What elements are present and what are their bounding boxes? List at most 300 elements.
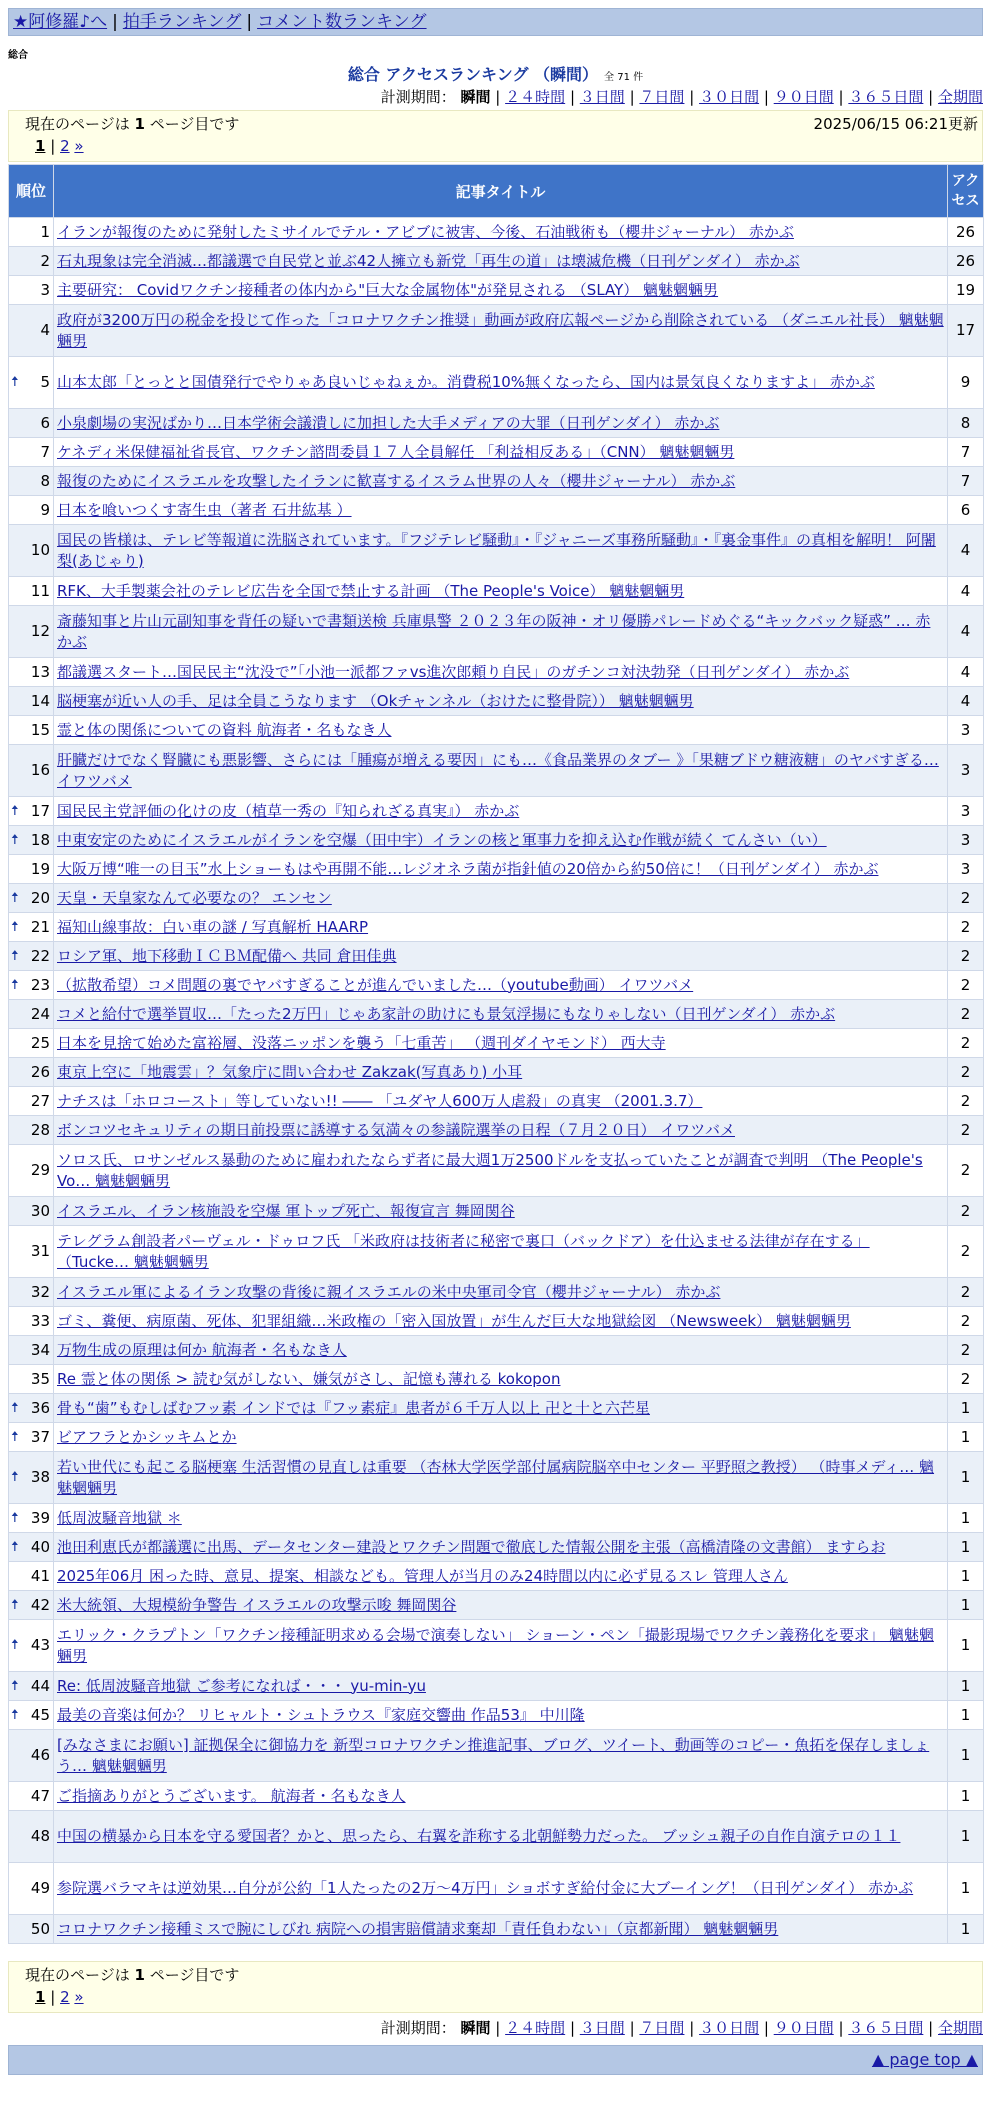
table-row (9, 357, 984, 409)
period-all-link[interactable]: 全期間 (937, 88, 983, 106)
period-90d-link[interactable]: ９０日間 (773, 88, 834, 106)
rank-number: 42 (30, 1595, 50, 1614)
table-row (9, 687, 984, 716)
access-count: 1 (948, 1811, 984, 1863)
period-365d-link[interactable]: ３６５日間 (848, 88, 924, 106)
rank-number: 35 (30, 1369, 50, 1388)
rank-number: 7 (40, 442, 50, 461)
access-count: 3 (948, 826, 984, 855)
rank-cell (9, 1620, 54, 1672)
period-separator: | (495, 88, 501, 106)
rank-cell (9, 409, 54, 438)
page-1-current: 1 (35, 137, 46, 155)
title-cell (54, 357, 948, 409)
article-title-link[interactable]: 2025年06月 困った時、意見、提案、相談なども。管理人が当月のみ24時間以内に必ず見るスレ 管理人さん (57, 1566, 788, 1585)
title-cell (54, 1533, 948, 1562)
ranking-table (8, 164, 984, 1944)
access-count: 1 (948, 1782, 984, 1811)
rank-cell (9, 884, 54, 913)
article-title-link[interactable]: イスラエル軍によるイラン攻撃の背後に親イスラエルの米中央軍司令官（櫻井ジャーナル） 赤かぶ (57, 1282, 721, 1301)
rank-number: 5 (40, 373, 50, 391)
total-count: 全 71 件 (604, 72, 644, 83)
article-title-link[interactable]: ビアフラとかシッキムとか (57, 1427, 237, 1446)
rank-number: 20 (30, 888, 50, 907)
rank-number: 4 (40, 321, 50, 339)
title-cell (54, 305, 948, 357)
access-count: 1 (948, 1620, 984, 1672)
table-row (9, 1701, 984, 1730)
rank-number: 36 (30, 1398, 50, 1417)
table-row (9, 525, 984, 577)
period-7d-link[interactable]: ７日間 (639, 88, 685, 106)
next-page-link[interactable]: » (74, 137, 84, 155)
article-title-link[interactable]: ゴミ、糞便、病原菌、死体、犯罪組織…米政権の「密入国放置」が生んだ巨大な地獄絵図 （Newsweek） 魑魅魍魎男 (57, 1311, 851, 1330)
access-count: 1 (948, 1701, 984, 1730)
title-cell (54, 1562, 948, 1591)
rank-number: 46 (30, 1746, 50, 1764)
rank-number: 26 (30, 1062, 50, 1081)
rank-cell (9, 1145, 54, 1197)
title-cell (54, 1504, 948, 1533)
access-count: 1 (948, 1672, 984, 1701)
period-7d-link[interactable]: ７日間 (639, 2019, 685, 2037)
rank-up-arrow-icon: 🠅 (11, 976, 19, 993)
table-row (9, 884, 984, 913)
rank-cell (9, 247, 54, 276)
article-title-link[interactable]: ご指摘ありがとうございます。 航海者・名もなき人 (57, 1786, 406, 1805)
article-title-link[interactable]: ロシア軍、地下移動ＩＣＢＭ配備へ 共同 倉田佳典 (57, 946, 397, 965)
rank-number: 22 (30, 946, 50, 965)
access-count: 2 (948, 913, 984, 942)
table-row (9, 1029, 984, 1058)
period-separator: | (763, 2019, 769, 2037)
article-title-link[interactable]: 大阪万博“唯一の目玉”水上ショーもはや再開不能…レジオネラ菌が指針値の20倍から約50倍に！（日刊ゲンダイ） 赤かぶ (57, 859, 879, 878)
article-title-link[interactable]: 主要研究： Covidワクチン接種者の体内から"巨大な金属物体"が発見される （SLAY） 魑魅魍魎男 (57, 280, 719, 299)
comment-ranking-link[interactable]: コメント数ランキング (257, 12, 427, 32)
article-title-link[interactable]: 斎藤知事と片山元副知事を背任の疑いで書類送検 兵庫県警 ２０２３年の阪神・オリ優勝パレードめぐる“キックバック疑惑” … 赤かぶ (57, 611, 931, 651)
access-count: 26 (948, 218, 984, 247)
title-cell (54, 687, 948, 716)
title-cell (54, 1863, 948, 1915)
rank-number: 17 (30, 801, 50, 820)
access-count: 2 (948, 1000, 984, 1029)
article-title-link[interactable]: ボンコツセキュリティの期日前投票に誘導する気満々の参議院選挙の日程（７月２０日） イワツバメ (57, 1120, 735, 1139)
rank-cell (9, 716, 54, 745)
rank-number: 14 (30, 691, 50, 710)
rank-cell (9, 1672, 54, 1701)
title-cell (54, 438, 948, 467)
access-count: 4 (948, 525, 984, 577)
title-cell (54, 1620, 948, 1672)
rank-cell (9, 1533, 54, 1562)
table-row (9, 218, 984, 247)
article-title-link[interactable]: 低周波騒音地獄 ＊ (57, 1508, 182, 1527)
top-nav-bar (8, 8, 983, 36)
table-row (9, 1116, 984, 1145)
title-cell (54, 1452, 948, 1504)
access-count: 1 (948, 1394, 984, 1423)
rank-cell (9, 1087, 54, 1116)
access-count: 6 (948, 496, 984, 525)
period-separator: | (838, 88, 844, 106)
rank-cell (9, 1197, 54, 1226)
rank-number: 21 (30, 917, 50, 936)
period-separator: | (689, 88, 695, 106)
article-title-link[interactable]: 報復のためにイスラエルを攻撃したイランに歓喜するイスラム世界の人々（櫻井ジャーナル） 赤かぶ (57, 471, 736, 490)
title-cell (54, 276, 948, 305)
table-row (9, 1145, 984, 1197)
title-cell (54, 1423, 948, 1452)
period-all-link[interactable]: 全期間 (937, 2019, 983, 2037)
rank-up-arrow-icon: 🠅 (11, 947, 19, 964)
access-count: 2 (948, 1336, 984, 1365)
table-row (9, 467, 984, 496)
access-count: 2 (948, 1087, 984, 1116)
rank-cell (9, 1307, 54, 1336)
title-cell (54, 1029, 948, 1058)
access-count: 1 (948, 1591, 984, 1620)
rank-cell (9, 826, 54, 855)
rank-cell (9, 1058, 54, 1087)
page-info-top (8, 110, 983, 162)
rank-number: 12 (30, 622, 50, 640)
title-cell (54, 1701, 948, 1730)
rank-cell (9, 218, 54, 247)
title-cell (54, 1394, 948, 1423)
article-title-link[interactable]: 池田利恵氏が都議選に出馬、データセンター建設とワクチン問題で徹底した情報公開を主張（高橋清隆の文書館） ますらお (57, 1537, 886, 1556)
period-separator: | (928, 2019, 934, 2037)
access-count: 1 (948, 1562, 984, 1591)
rank-cell (9, 525, 54, 577)
article-title-link[interactable]: [みなさまにお願い] 証拠保全に御協力を 新型コロナワクチン推進記事、ブログ、ツイート、動画等のコピー・魚拓を保存しましょう… 魑魅魍魎男 (57, 1735, 930, 1775)
article-title-link[interactable]: 国民の皆様は、テレビ等報道に洗脳されています。『フジテレビ騒動』・『ジャニーズ事務所騒動』・『裏金事件』の真相を解明！ 阿闍梨(あじゃり) (57, 530, 936, 570)
table-row (9, 1226, 984, 1278)
period-90d-link[interactable]: ９０日間 (773, 2019, 834, 2037)
article-title-link[interactable]: 石丸現象は完全消滅…都議選で自民党と並ぶ42人擁立も新党「再生の道」は壊滅危機（日刊ゲンダイ） 赤かぶ (57, 251, 800, 270)
rank-cell (9, 1863, 54, 1915)
rank-cell (9, 1365, 54, 1394)
page-info-bottom (8, 1961, 983, 2013)
access-count: 1 (948, 1730, 984, 1782)
rank-number: 38 (30, 1468, 50, 1486)
page-info-current: 1 (134, 115, 145, 133)
article-title-link[interactable]: テレグラム創設者パーヴェル・ドゥロフ氏 「米政府は技術者に秘密で裏口（バックドア）を仕込ませる法律が存在する」 （Tucke… 魑魅魍魎男 (57, 1231, 870, 1271)
article-title-link[interactable]: 霊と体の関係についての資料 航海者・名もなき人 (57, 720, 392, 739)
article-title-link[interactable]: 山本太郎「とっとと国債発行でやりゃあ良いじゃねぇか。消費税10%無くなったら、国内は景気良くなりますよ」 赤かぶ (57, 373, 875, 391)
table-row (9, 971, 984, 1000)
rank-cell (9, 1701, 54, 1730)
rank-cell (9, 1278, 54, 1307)
rank-number: 39 (30, 1508, 50, 1527)
rank-number: 23 (30, 975, 50, 994)
period-separator: | (689, 2019, 695, 2037)
article-title-link[interactable]: 日本を見捨て始めた富裕層、没落ニッポンを襲う「七重苦」 （週刊ダイヤモンド） 西大寺 (57, 1033, 666, 1052)
rank-up-arrow-icon: 🠅 (11, 1399, 19, 1416)
page-2-link[interactable]: 2 (60, 137, 70, 155)
title-cell (54, 1730, 948, 1782)
rank-cell (9, 913, 54, 942)
table-row (9, 1000, 984, 1029)
article-title-link[interactable]: 都議選スタート…国民民主“沈没で”「小池一派都ファvs進次郎頼り自民」のガチンコ対決勃発（日刊ゲンダイ） 赤かぶ (57, 662, 850, 681)
article-title-link[interactable]: 福知山線事故：白い車の謎 / 写真解析 HAARP (57, 917, 369, 936)
rank-cell (9, 606, 54, 658)
article-title-link[interactable]: 最美の音楽は何か？ リヒャルト・シュトラウス『家庭交響曲 作品53』 中川隆 (57, 1705, 585, 1724)
header-rank: 順位 (9, 165, 54, 218)
period-separator: | (569, 88, 575, 106)
rank-number: 28 (30, 1120, 50, 1139)
rank-cell (9, 745, 54, 797)
table-row (9, 1863, 984, 1915)
rank-number: 24 (30, 1004, 50, 1023)
rank-number: 27 (30, 1091, 50, 1110)
table-row (9, 1197, 984, 1226)
rank-number: 6 (40, 413, 50, 432)
title-cell (54, 658, 948, 687)
period-selector-top (283, 86, 983, 107)
rank-cell (9, 1336, 54, 1365)
title-cell (54, 1915, 948, 1944)
header-access: アクセス (948, 165, 984, 218)
access-count: 9 (948, 357, 984, 409)
pagination-bottom (25, 1986, 966, 2008)
rank-number: 33 (30, 1311, 50, 1330)
table-row (9, 1087, 984, 1116)
access-count: 3 (948, 797, 984, 826)
period-separator: | (569, 2019, 575, 2037)
period-separator: | (495, 2019, 501, 2037)
article-title-link[interactable]: 中国の横暴から日本を守る愛国者？かと、思ったら、右翼を詐称する北朝鮮勢力だった。 ブッシュ親子の自作自演テロの１１ (57, 1827, 901, 1845)
rank-cell (9, 797, 54, 826)
table-row (9, 1394, 984, 1423)
table-row (9, 1365, 984, 1394)
rank-number: 41 (30, 1566, 50, 1585)
rank-cell (9, 1562, 54, 1591)
rank-cell (9, 438, 54, 467)
rank-cell (9, 1504, 54, 1533)
access-count: 19 (948, 276, 984, 305)
table-row (9, 1811, 984, 1863)
rank-cell (9, 357, 54, 409)
rank-cell (9, 1226, 54, 1278)
table-row (9, 1307, 984, 1336)
rank-cell (9, 971, 54, 1000)
table-row (9, 1730, 984, 1782)
article-title-link[interactable]: イスラエル、イラン核施設を空爆 軍トップ死亡、報復宣言 舞岡関谷 (57, 1201, 515, 1220)
article-title-link[interactable]: 東京上空に「地震雲」？気象庁に問い合わせ Zakzak(写真あり) 小耳 (57, 1062, 523, 1081)
rank-number: 19 (30, 859, 50, 878)
title-cell (54, 467, 948, 496)
table-row (9, 1452, 984, 1504)
title-cell (54, 1087, 948, 1116)
rank-cell (9, 1811, 54, 1863)
footer-bar (8, 2045, 983, 2075)
article-title-link[interactable]: Re 霊と体の関係 > 読む気がしない、嫌気がさし、記憶も薄れる kokopon (57, 1369, 561, 1388)
period-365d-link[interactable]: ３６５日間 (848, 2019, 924, 2037)
page-separator: | (50, 1988, 56, 2006)
access-count: 1 (948, 1423, 984, 1452)
access-count: 2 (948, 1116, 984, 1145)
article-title-link[interactable]: 日本を喰いつくす寄生虫（著者 石井紘基 ） (57, 500, 352, 519)
access-count: 2 (948, 942, 984, 971)
rank-up-arrow-icon: 🠅 (11, 802, 19, 819)
title-cell (54, 496, 948, 525)
article-title-link[interactable]: 若い世代にも起こる脳梗塞 生活習慣の見直しは重要 （杏林大学医学部付属病院脳卒中センター 平野照之教授） （時事メディ… 魑魅魍魎男 (57, 1457, 935, 1497)
title-cell (54, 826, 948, 855)
title-cell (54, 971, 948, 1000)
rank-number: 1 (40, 222, 50, 241)
table-row (9, 745, 984, 797)
updated-timestamp: 2025/06/15 06:21更新 (813, 115, 978, 133)
title-cell (54, 884, 948, 913)
rank-cell (9, 276, 54, 305)
article-title-link[interactable]: イランが報復のために発射したミサイルでテル・アビブに被害、今後、石油戦術も（櫻井ジャーナル） 赤かぶ (57, 222, 794, 241)
access-count: 1 (948, 1863, 984, 1915)
table-row (9, 913, 984, 942)
table-row (9, 1278, 984, 1307)
article-title-link[interactable]: コメと給付で選挙買収…「たった2万円」じゃあ家計の助けにも景気浮揚にもなりゃしない（日刊ゲンダイ） 赤かぶ (57, 1004, 836, 1023)
period-30d-link[interactable]: ３０日間 (699, 2019, 760, 2037)
page-info-suffix: ページ目です (149, 1966, 240, 1984)
rank-number: 37 (30, 1427, 50, 1446)
rank-cell (9, 1116, 54, 1145)
access-count: 2 (948, 1307, 984, 1336)
title-cell (54, 942, 948, 971)
rank-cell (9, 467, 54, 496)
rank-number: 13 (30, 662, 50, 681)
title-cell (54, 1226, 948, 1278)
article-title-link[interactable]: 脳梗塞が近い人の手、足は全員こうなります （Okチャンネル（おけたに整骨院）） 魑魅魍魎男 (57, 691, 694, 710)
period-separator: | (763, 88, 769, 106)
page-top-link[interactable]: ▲ page top ▲ (871, 2050, 978, 2069)
article-title-link[interactable]: 中東安定のためにイスラエルがイランを空爆（田中宇）イランの核と軍事力を抑え込む作戦が続く てんさい（い） (57, 830, 827, 849)
title-cell (54, 716, 948, 745)
rank-cell (9, 1394, 54, 1423)
article-title-link[interactable]: ナチスは「ホロコースト」等していない!! ―― 「ユダヤ人600万人虐殺」の真実 （2001.3.7） (57, 1091, 703, 1110)
table-row (9, 409, 984, 438)
table-row (9, 1672, 984, 1701)
page-2-link[interactable]: 2 (60, 1988, 70, 2006)
article-title-link[interactable]: ケネディ米保健福祉省長官、ワクチン諮問委員１７人全員解任 「利益相反ある」（CNN） 魑魅魍魎男 (57, 442, 735, 461)
access-count: 26 (948, 247, 984, 276)
title-cell (54, 1365, 948, 1394)
rank-number: 48 (30, 1827, 50, 1845)
period-current: 瞬間 (460, 2019, 491, 2037)
clap-ranking-link[interactable]: 拍手ランキング (122, 12, 242, 32)
article-title-link[interactable]: （拡散希望）コメ問題の裏でヤバすぎることが進んでいました…（youtube動画） イワツバメ (57, 975, 694, 994)
article-title-link[interactable]: 肝臓だけでなく腎臓にも悪影響、さらには「腫瘍が増える要因」にも…《食品業界のタブー 》「果糖ブドウ糖液糖」のヤバすぎる… イワツバメ (57, 750, 939, 790)
table-row (9, 305, 984, 357)
table-row (9, 797, 984, 826)
table-header-row (9, 165, 984, 218)
article-title-link[interactable]: 米大統領、大規模紛争警告 イスラエルの攻撃示唆 舞岡関谷 (57, 1595, 457, 1614)
rank-cell (9, 1730, 54, 1782)
access-count: 2 (948, 1058, 984, 1087)
next-page-link[interactable]: » (74, 1988, 84, 2006)
article-title-link[interactable]: 国民民主党評価の化けの皮（植草一秀の『知られざる真実』） 赤かぶ (57, 801, 520, 820)
title-cell (54, 1197, 948, 1226)
rank-cell (9, 1591, 54, 1620)
rank-cell (9, 1423, 54, 1452)
table-row (9, 942, 984, 971)
access-count: 2 (948, 1145, 984, 1197)
table-row (9, 1058, 984, 1087)
article-title-link[interactable]: エリック・クラプトン「ワクチン接種証明求める会場で演奏しない」 ショーン・ペン「撮影現場でワクチン義務化を要求」 魑魅魍魎男 (57, 1625, 934, 1665)
page-title-line (0, 62, 991, 85)
access-count: 3 (948, 855, 984, 884)
rank-cell (9, 577, 54, 606)
rank-up-arrow-icon: 🠅 (11, 374, 19, 390)
title-cell (54, 218, 948, 247)
rank-number: 32 (30, 1282, 50, 1301)
home-link[interactable]: ★阿修羅♪へ (13, 12, 108, 32)
title-cell (54, 247, 948, 276)
rank-up-arrow-icon: 🠅 (11, 1637, 19, 1653)
access-count: 4 (948, 687, 984, 716)
period-30d-link[interactable]: ３０日間 (699, 88, 760, 106)
rank-number: 47 (30, 1786, 50, 1805)
rank-number: 31 (30, 1242, 50, 1260)
rank-number: 25 (30, 1033, 50, 1052)
access-count: 2 (948, 1226, 984, 1278)
title-cell (54, 797, 948, 826)
period-24h-link[interactable]: ２４時間 (505, 88, 566, 106)
table-row (9, 1562, 984, 1591)
rank-cell (9, 1000, 54, 1029)
period-3d-link[interactable]: ３日間 (579, 2019, 625, 2037)
nav-separator: | (246, 12, 253, 32)
table-row (9, 1915, 984, 1944)
article-title-link[interactable]: コロナワクチン接種ミスで腕にしびれ 病院への損害賠償請求棄却「責任負わない」（京都新聞） 魑魅魍魎男 (57, 1919, 779, 1938)
rank-up-arrow-icon: 🠅 (11, 1596, 19, 1613)
table-row (9, 1591, 984, 1620)
title-cell (54, 606, 948, 658)
page-title: 総合 アクセスランキング （瞬間） (347, 65, 599, 84)
article-title-link[interactable]: ソロス氏、ロサンゼルス暴動のために雇われたならず者に最大週1万2500ドルを支払っていたことが調査で判明 （The People's Vo… 魑魅魍魎男 (57, 1150, 923, 1190)
rank-cell (9, 1029, 54, 1058)
rank-number: 43 (30, 1636, 50, 1654)
rank-number: 30 (30, 1201, 50, 1220)
title-cell (54, 1116, 948, 1145)
article-title-link[interactable]: 万物生成の原理は何か 航海者・名もなき人 (57, 1340, 347, 1359)
article-title-link[interactable]: Re: 低周波騒音地獄 ご参考になれば・・・ yu-min-yu (57, 1676, 426, 1695)
table-row (9, 438, 984, 467)
rank-up-arrow-icon: 🠅 (11, 1706, 19, 1723)
article-title-link[interactable]: 骨も“歯”もむしばむフッ素 インドでは『フッ素症』患者が６千万人以上 卍と十と六芒星 (57, 1398, 650, 1417)
access-count: 1 (948, 1504, 984, 1533)
rank-number: 10 (30, 541, 50, 559)
title-cell (54, 1278, 948, 1307)
period-label: 計測期間： (380, 2019, 456, 2037)
article-title-link[interactable]: 政府が3200万円の税金を投じて作った「コロナワクチン推奨」動画が政府広報ページから削除されている （ダニエル社長） 魑魅魍魎男 (57, 310, 944, 350)
ranking-body (9, 218, 984, 1944)
rank-number: 29 (30, 1161, 50, 1179)
table-row (9, 606, 984, 658)
table-row (9, 658, 984, 687)
rank-up-arrow-icon: 🠅 (11, 1428, 19, 1445)
article-title-link[interactable]: 天皇・天皇家なんて必要なの？ エンセン (57, 888, 332, 907)
rank-number: 18 (30, 830, 50, 849)
period-3d-link[interactable]: ３日間 (579, 88, 625, 106)
article-title-link[interactable]: 参院選バラマキは逆効果…自分が公約「1人たったの2万～4万円」ショボすぎ給付金に大ブーイング！（日刊ゲンダイ） 赤かぶ (57, 1879, 914, 1897)
rank-up-arrow-icon: 🠅 (11, 1509, 19, 1526)
period-24h-link[interactable]: ２４時間 (505, 2019, 566, 2037)
access-count: 1 (948, 1915, 984, 1944)
access-count: 3 (948, 745, 984, 797)
rank-cell (9, 855, 54, 884)
title-cell (54, 1145, 948, 1197)
article-title-link[interactable]: RFK、大手製薬会社のテレビ広告を全国で禁止する計画 （The People's Voice） 魑魅魍魎男 (57, 581, 685, 600)
article-title-link[interactable]: 小泉劇場の実況ばかり…日本学術会議潰しに加担した大手メディアの大罪（日刊ゲンダイ） 赤かぶ (57, 413, 720, 432)
